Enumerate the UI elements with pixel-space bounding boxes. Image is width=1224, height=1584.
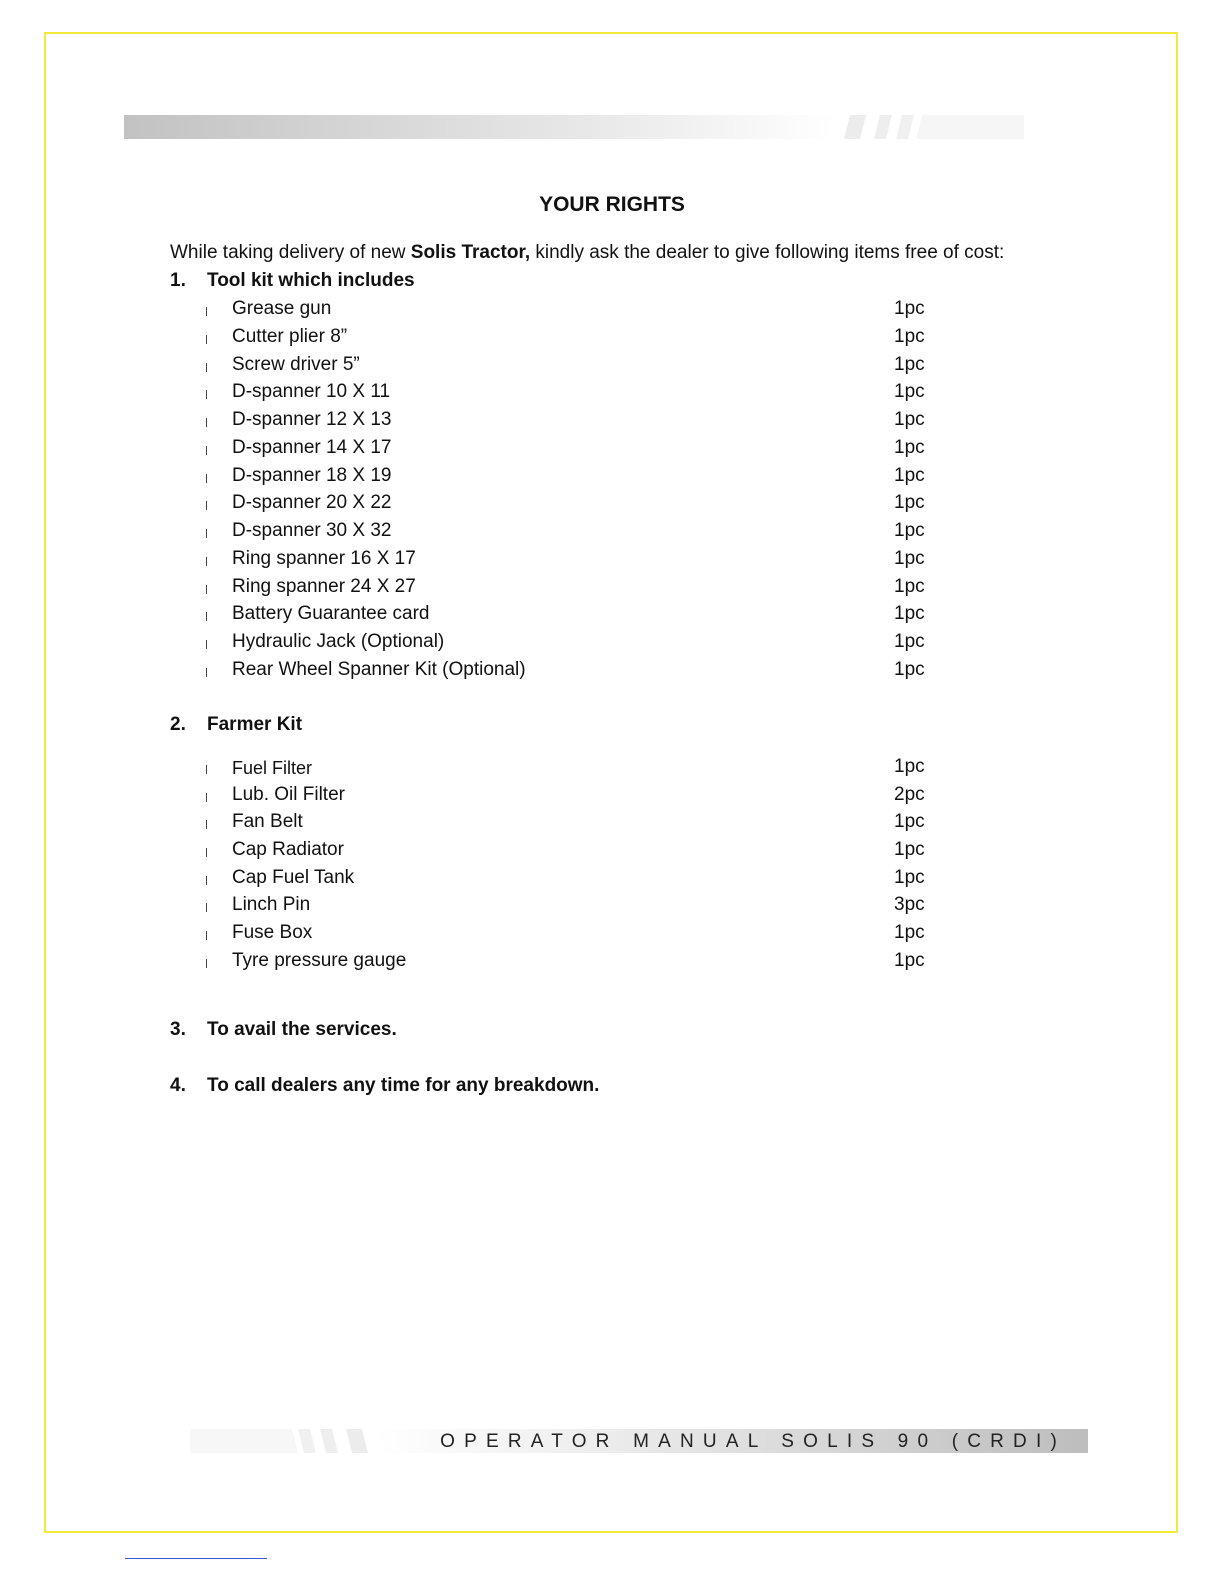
list-item xyxy=(206,659,926,683)
bullet-icon xyxy=(206,418,207,427)
item-qty: 1pc xyxy=(894,409,925,430)
page-title: YOUR RIGHTS xyxy=(539,193,685,216)
list-item xyxy=(206,437,926,461)
item-qty: 1pc xyxy=(894,437,925,458)
item-name: Hydraulic Jack (Optional) xyxy=(232,631,445,652)
list-item xyxy=(206,784,926,808)
item-qty: 1pc xyxy=(894,659,925,680)
section-number: 1. xyxy=(170,270,186,291)
item-qty: 1pc xyxy=(894,867,925,888)
list-item xyxy=(206,381,926,405)
bullet-icon xyxy=(206,668,207,677)
item-name: Lub. Oil Filter xyxy=(232,784,345,805)
item-name: Fuse Box xyxy=(232,922,313,943)
list-item xyxy=(206,465,926,489)
item-qty: 1pc xyxy=(894,756,925,777)
intro-brand: Solis Tractor, xyxy=(410,242,531,263)
list-item xyxy=(206,756,926,780)
footer-title: OPERATOR MANUAL SOLIS 90 (CRDI) xyxy=(440,1431,1066,1452)
bullet-icon xyxy=(206,640,207,649)
item-name: Screw driver 5” xyxy=(232,354,360,375)
item-qty: 1pc xyxy=(894,811,925,832)
item-qty: 1pc xyxy=(894,603,925,624)
item-name: Cap Radiator xyxy=(232,839,344,860)
item-name: D-spanner 18 X 19 xyxy=(232,465,392,486)
bullet-icon xyxy=(206,765,207,774)
item-name: Grease gun xyxy=(232,298,332,319)
item-qty: 1pc xyxy=(894,354,925,375)
item-qty: 1pc xyxy=(894,465,925,486)
list-item xyxy=(206,839,926,863)
list-item xyxy=(206,409,926,433)
item-name: Ring spanner 24 X 27 xyxy=(232,576,416,597)
item-qty: 1pc xyxy=(894,576,925,597)
list-item xyxy=(206,298,926,322)
section-breakdown xyxy=(170,1075,599,1097)
item-name: Ring spanner 16 X 17 xyxy=(232,548,416,569)
section-heading: To avail the services. xyxy=(207,1019,397,1040)
item-qty: 1pc xyxy=(894,922,925,943)
section-heading: To call dealers any time for any breakdown. xyxy=(207,1075,600,1096)
item-name: Cap Fuel Tank xyxy=(232,867,355,888)
list-item xyxy=(206,548,926,572)
bullet-icon xyxy=(206,446,207,455)
item-name: Battery Guarantee card xyxy=(232,603,430,624)
bullet-icon xyxy=(206,557,207,566)
item-name: Fan Belt xyxy=(232,811,303,832)
header-band xyxy=(124,115,1024,139)
bullet-icon xyxy=(206,307,207,316)
item-qty: 3pc xyxy=(894,894,925,915)
list-item xyxy=(206,950,926,974)
bullet-icon xyxy=(206,501,207,510)
item-name: D-spanner 30 X 32 xyxy=(232,520,392,541)
bullet-icon xyxy=(206,390,207,399)
item-qty: 1pc xyxy=(894,381,925,402)
item-qty: 1pc xyxy=(894,298,925,319)
intro-text xyxy=(170,242,1004,264)
section-tool-kit xyxy=(170,270,415,292)
item-name: Tyre pressure gauge xyxy=(232,950,407,971)
bullet-icon xyxy=(206,474,207,483)
item-name: Fuel Filter xyxy=(232,758,313,778)
bullet-icon xyxy=(206,793,207,802)
bullet-icon xyxy=(206,931,207,940)
list-item xyxy=(206,326,926,350)
section-services xyxy=(170,1019,397,1041)
intro-before: While taking delivery of new xyxy=(170,242,411,263)
list-item xyxy=(206,867,926,891)
section-heading: Farmer Kit xyxy=(207,714,303,735)
list-item xyxy=(206,922,926,946)
item-name: Cutter plier 8” xyxy=(232,326,348,347)
item-qty: 1pc xyxy=(894,839,925,860)
bullet-icon xyxy=(206,612,207,621)
list-item xyxy=(206,576,926,600)
list-item xyxy=(206,603,926,627)
item-qty: 1pc xyxy=(894,520,925,541)
bullet-icon xyxy=(206,903,207,912)
item-name: Linch Pin xyxy=(232,894,311,915)
list-item xyxy=(206,492,926,516)
list-item xyxy=(206,354,926,378)
item-name: D-spanner 10 X 11 xyxy=(232,381,391,402)
section-number: 2. xyxy=(170,714,186,735)
item-qty: 1pc xyxy=(894,326,925,347)
bullet-icon xyxy=(206,959,207,968)
footer-band xyxy=(190,1429,1088,1453)
intro-after: kindly ask the dealer to give following items free of cost: xyxy=(530,242,1005,263)
item-name: D-spanner 14 X 17 xyxy=(232,437,392,458)
item-qty: 1pc xyxy=(894,492,925,513)
section-number: 3. xyxy=(170,1019,186,1040)
bullet-icon xyxy=(206,585,207,594)
page-bottom-link-line xyxy=(125,1558,267,1559)
section-heading: Tool kit which includes xyxy=(207,270,415,291)
bullet-icon xyxy=(206,363,207,372)
list-item xyxy=(206,811,926,835)
item-name: D-spanner 12 X 13 xyxy=(232,409,392,430)
item-qty: 2pc xyxy=(894,784,925,805)
item-name: D-spanner 20 X 22 xyxy=(232,492,392,513)
section-number: 4. xyxy=(170,1075,186,1096)
bullet-icon xyxy=(206,335,207,344)
section-farmer-kit xyxy=(170,714,302,736)
list-item xyxy=(206,520,926,544)
item-qty: 1pc xyxy=(894,950,925,971)
bullet-icon xyxy=(206,529,207,538)
bullet-icon xyxy=(206,820,207,829)
item-qty: 1pc xyxy=(894,548,925,569)
list-item xyxy=(206,894,926,918)
bullet-icon xyxy=(206,876,207,885)
bullet-icon xyxy=(206,848,207,857)
item-qty: 1pc xyxy=(894,631,925,652)
item-name: Rear Wheel Spanner Kit (Optional) xyxy=(232,659,526,680)
list-item xyxy=(206,631,926,655)
